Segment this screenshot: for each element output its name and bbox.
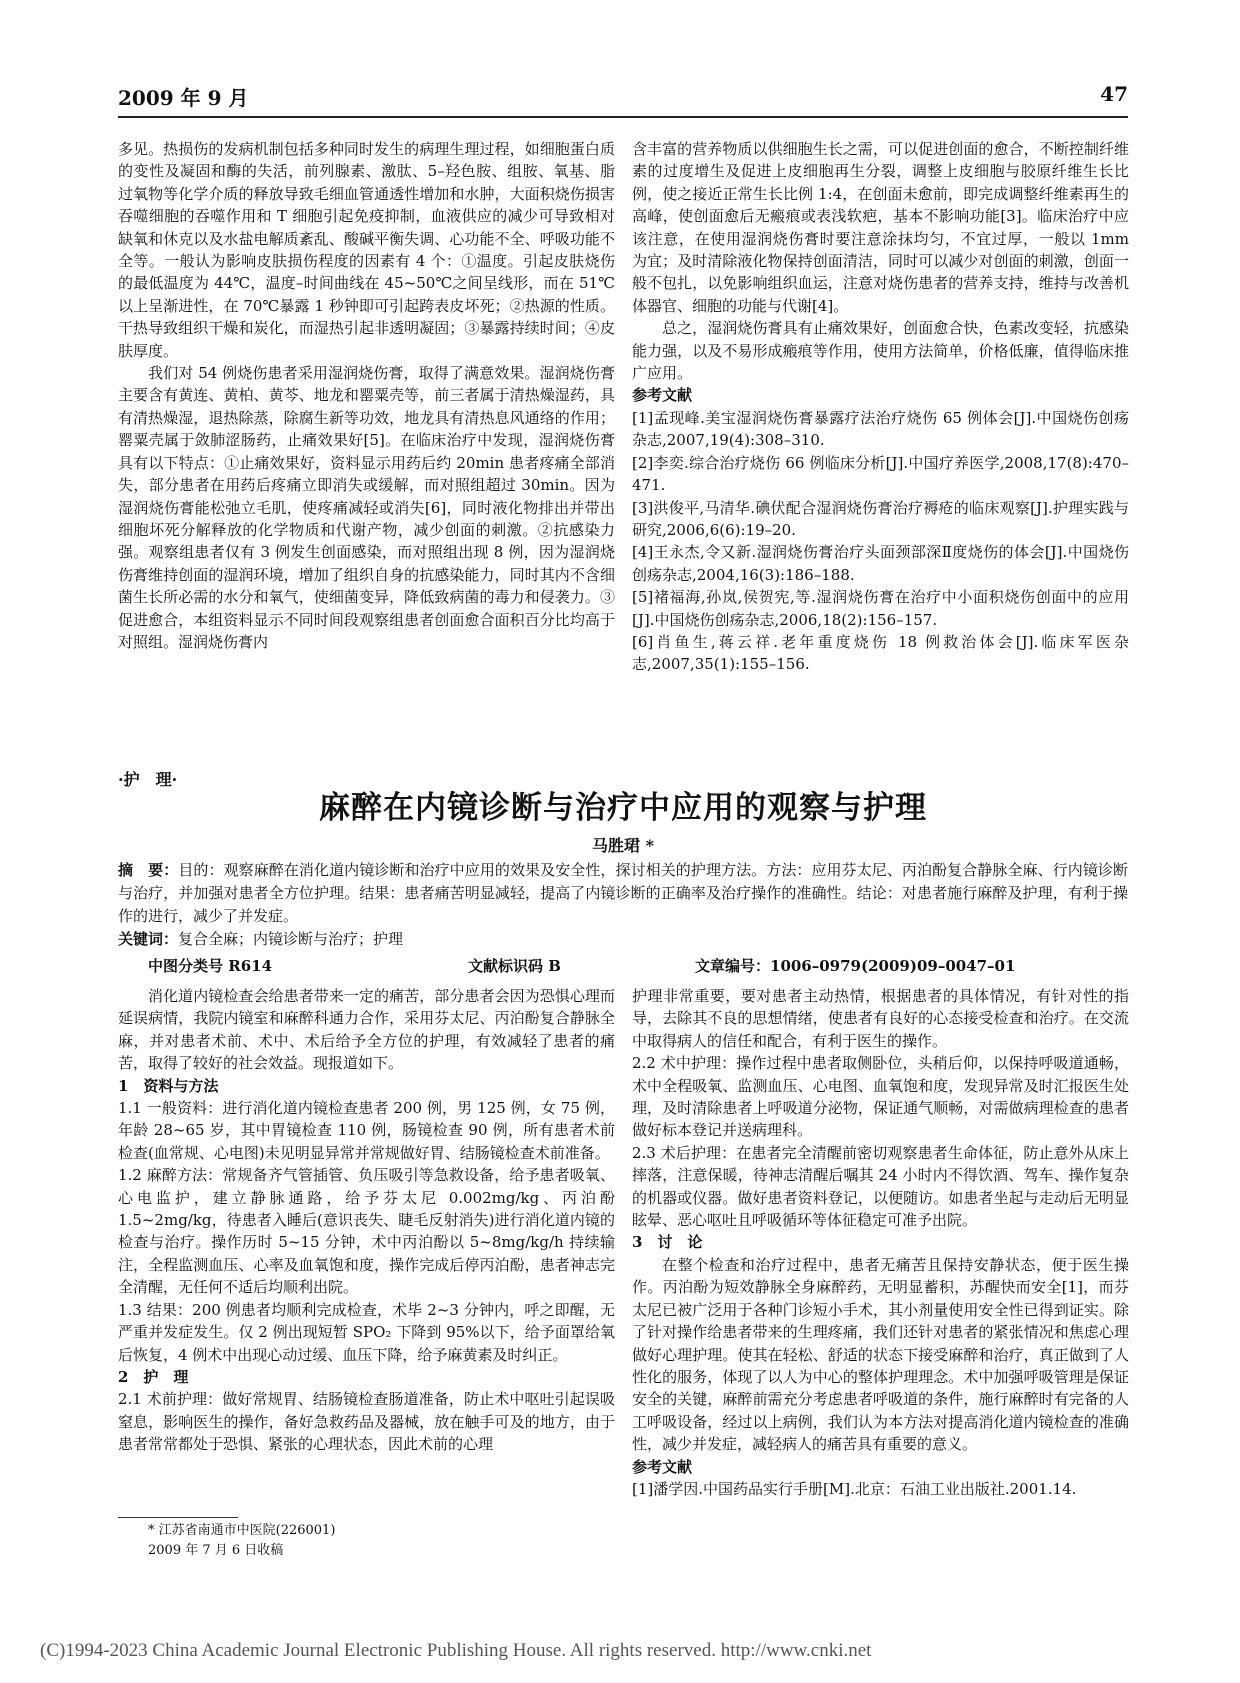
copyright-notice: (C)1994-2023 China Academic Journal Electronic Publishing House. All rights reserved. http://www.cnki.net [40,1640,872,1661]
body-paragraph: 多见。热损伤的发病机制包括多种同时发生的病理生理过程，如细胞蛋白质的变性及凝固和酶的失活，前列腺素、激肽、5–羟色胺、组胺、氧基、脂过氧物等化学介质的释放导致毛细血管通透性增加和水肿，大面积烧伤损害吞噬细胞的吞噬作用和 T 细胞引起免疫抑制，血液供应的减少可导致相对缺氧和休克以及水盐电解质紊乱、酸碱平衡失调、心功能不全、呼吸功能不全等。一般认为影响皮肤损伤程度的因素有 4 个：①温度。引起皮肤烧伤的最低温度为 44℃，温度–时间曲线在 45~50℃之间呈线形，而在 51℃以上呈渐进性，在 70℃暴露 1 秒钟即可引起跨表皮坏死；②热源的性质。干热导致组织干燥和炭化，而湿热引起非透明凝固；③暴露持续时间；④皮肤厚度。 [118,140,615,360]
body-paragraph: 消化道内镜检查会给患者带来一定的痛苦，部分患者会因为恐惧心理而延误病情，我院内镜室和麻醉科通力合作，采用芬太尼、丙泊酚复合静脉全麻，并对患者术前、术中、术后给予全方位的护理，有效减轻了患者的痛苦，取得了较好的社会效益。现报道如下。 [118,987,615,1073]
article-author: 马胜珺 * [592,836,654,855]
subsection-paragraph: 1.1 一般资料：进行消化道内镜检查患者 200 例，男 125 例，女 75 例，年龄 28~65 岁，其中胃镜检查 110 例，肠镜检查 90 例，所有患者术前检查(血常规、心电图)未见明显异常并常规做好胃、结肠镜检查术前准备。 [118,1099,615,1162]
body-paragraph: 在整个检查和治疗过程中，患者无痛苦且保持安静状态，便于医生操作。丙泊酚为短效静脉全身麻醉药，无明显蓄积，苏醒快而安全[1]，而芬太尼已被广泛用于各种门诊短小手术，其小剂量使用安全性已得到证实。除了针对操作给患者带来的生理疼痛，我们还针对患者的紧张情况和焦虑心理做好心理护理。使其在轻松、舒适的状态下接受麻醉和治疗，真正做到了人性化的服务，体现了以人为中心的整体护理理念。术中加强呼吸管理是保证安全的关键，麻醉前需充分考虑患者呼吸道的条件，施行麻醉时有完备的人工呼吸设备，经过以上病例，我们认为本方法对提高消化道内镜检查的准确性，减少并发症，减轻病人的痛苦具有重要的意义。 [632,1255,1129,1454]
reference-item: [4]王永杰,令又新.湿润烧伤膏治疗头面颈部深Ⅱ度烧伤的体会[J].中国烧伤创疡杂志,2004,16(3):186–188. [632,543,1129,584]
section-heading: 2 护 理 [118,1367,189,1386]
section-label: ·护 理· [118,770,178,789]
reference-item: [5]褚福海,孙岚,侯贺宪,等.湿润烧伤膏在治疗中小面积烧伤创面中的应用[J].中国烧伤创疡杂志,2006,18(2):156–157. [632,588,1129,629]
section-heading: 1 资料与方法 [118,1076,219,1095]
running-header [118,82,1128,116]
section-heading: 参考文献 [632,1457,693,1476]
reference-item: [3]洪俊平,马清华.碘伏配合湿润烧伤膏治疗褥疮的临床观察[J].护理实践与研究,2006,6(6):19–20. [632,498,1129,539]
clc-number: 中图分类号 R614 [148,957,272,975]
author-affiliation: * 江苏省南通市中医院(226001) [148,1523,336,1538]
previous-article-right-column [632,138,1129,676]
body-paragraph: 我们对 54 例烧伤患者采用湿润烧伤膏，取得了满意效果。湿润烧伤膏主要含有黄连、黄柏、黄芩、地龙和罂粟壳等，前三者属于清热燥湿药，具有清热燥湿，退热除蒸，除腐生新等功效，地龙具有清热息风通络的作用；罂粟壳属于敛肺涩肠药，止痛效果好[5]。在临床治疗中发现，湿润烧伤膏具有以下特点：①止痛效果好，资料显示用药后约 20min 患者疼痛全部消失，部分患者在用药后疼痛立即消失或缓解，而对照组超过 30min。因为湿润烧伤膏能松弛立毛肌，使疼痛减轻或消失[6]，同时液化物排出并带出细胞坏死分解释放的化学物质和代谢产物，减少创面的刺激。②抗感染力强。观察组患者仅有 3 例发生创面感染，而对照组出现 8 例，因为湿润烧伤膏维持创面的湿润环境，增加了组织自身的抗感染能力，同时其内不含细菌生长所必需的水分和氧气，使细菌变异，降低致病菌的毒力和侵袭力。③促进愈合，本组资料显示不同时间段观察组患者创面愈合面积百分比均高于对照组。湿润烧伤膏内 [118,364,615,651]
body-paragraph: 含丰富的营养物质以供细胞生长之需，可以促进创面的愈合，不断控制纤维素的过度增生及促进上皮细胞再生分裂，调整上皮细胞与胶原纤维生长比例，使之接近正常生长比例 1:4，在创面未愈前，即完成调整纤维素再生的高峰，使创面愈后无瘢痕或表浅软疤，基本不影响功能[3]。临床治疗中应该注意，在使用湿润烧伤膏时要注意涂抹均匀，不宜过厚，一般以 1mm 为宜；及时清除液化物保持创面清洁，同时可以减少对创面的刺激，创面一般不包扎，以免影响组织血运，注意对烧伤患者的营养支持，维持与改善机体器官、细胞的功能与代谢[4]。 [632,140,1129,315]
reference-item: [2]李奕.综合治疗烧伤 66 例临床分析[J].中国疗养医学,2008,17(8):470–471. [632,453,1129,495]
subsection-paragraph: 1.3 结果：200 例患者均顺利完成检查，术毕 2~3 分钟内，呼之即醒，无严重并发症发生。仅 2 例出现短暂 SPO₂ 下降到 95%以下，给予面罩给氧后恢复，4 例术中出现心动过缓、血压下降，给予麻黄素及时纠正。 [118,1300,615,1364]
issue-date: 2009 年 9 月 [118,86,249,110]
subsection-paragraph: [1]潘学因.中国药品实行手册[M].北京：石油工业出版社.2001.14. [632,1479,1077,1498]
references-heading: 参考文献 [632,386,693,405]
subsection-paragraph: 2.2 术中护理：操作过程中患者取侧卧位，头稍后仰，以保持呼吸道通畅，术中全程吸氧、监测血压、心电图、血氧饱和度，发现异常及时汇报医生处理，及时清除患者上呼吸道分泌物，保证通气顺畅，对需做病理检查的患者做好标本登记并送病理科。 [632,1054,1129,1140]
keywords-text: 复合全麻；内镜诊断与治疗；护理 [178,930,404,948]
subsection-paragraph: 1.2 麻醉方法：常规备齐气管插管、负压吸引等急救设备，给予患者吸氧、心电监护，建立静脉通路，给予芬太尼 0.002mg/kg、丙泊酚 1.5~2mg/kg，待患者入睡后(意识丧失、睫毛反射消失)进行消化道内镜的检查与治疗。操作历时 5~15 分钟，术中丙泊酚以 5~8mg/kg/h 持续输注，全程监测血压、心率及血氧饱和度，操作完成后停丙泊酚，患者神志完全清醒，无任何不适后均顺利出院。 [118,1166,615,1297]
keywords-label: 关键词： [118,930,179,948]
footnote-rule [118,1517,238,1518]
subsection-paragraph: 2.3 术后护理：在患者完全清醒前密切观察患者生命体征，防止意外从床上摔落，注意保暖，待神志清醒后嘱其 24 小时内不得饮酒、驾车、操作复杂的机器或仪器。做好患者资料登记，以便随访。如患者坐起与走动后无明显眩晕、恶心呕吐且呼吸循环等体征稳定可准予出院。 [632,1143,1129,1230]
section-heading: 3 讨 论 [632,1233,703,1252]
abstract-label: 摘 要： [118,861,179,879]
body-paragraph: 总之，湿润烧伤膏具有止痛效果好，创面愈合快，色素改变轻，抗感染能力强，以及不易形成瘢痕等作用，使用方法简单，价格低廉，值得临床推广应用。 [632,319,1129,383]
article-left-column [118,985,615,1456]
reference-item: [1]孟现峰.美宝湿润烧伤膏暴露疗法治疗烧伤 65 例体会[J].中国烧伤创疡杂志,2007,19(4):308–310. [632,408,1129,450]
previous-article-left-column [118,138,615,653]
received-date: 2009 年 7 月 6 日收稿 [148,1543,284,1558]
article-title: 麻醉在内镜诊断与治疗中应用的观察与护理 [319,790,927,826]
classification-line [118,955,1128,979]
abstract-text: 目的：观察麻醉在消化道内镜诊断和治疗中应用的效果及安全性，探讨相关的护理方法。方法：应用芬太尼、丙泊酚复合静脉全麻、行内镜诊断与治疗，并加强对患者全方位护理。结果：患者痛苦明显减轻，提高了内镜诊断的正确率及治疗操作的准确性。结论：对患者施行麻醉及护理，有利于操作的进行，减少了并发症。 [118,861,1128,925]
abstract [118,859,1128,928]
article-number: 文章编号：1006–0979(2009)09–0047–01 [695,957,1016,975]
footnote [148,1521,335,1561]
header-rule [118,116,1128,118]
document-code: 文献标识码 B [468,957,561,975]
page-number: 47 [1100,82,1128,106]
reference-item: [6]肖鱼生,蒋云祥.老年重度烧伤 18 例救治体会[J].临床军医杂志,2007,35(1):155–156. [632,632,1129,674]
article-right-column [632,985,1129,1500]
subsection-paragraph: 2.1 术前护理：做好常规胃、结肠镜检查肠道准备，防止术中呕吐引起误吸窒息，影响医生的操作，备好急救药品及器械，放在触手可及的地方，由于患者常常都处于恐惧、紧张的心理状态，因此术前的心理 [118,1390,615,1454]
subsection-paragraph: 护理非常重要，要对患者主动热情，根据患者的具体情况，有针对性的指导，去除其不良的思想情绪，使患者有良好的心态接受检查和治疗。在交流中取得病人的信任和配合，有利于医生的操作。 [632,987,1129,1050]
keywords [118,928,1128,951]
